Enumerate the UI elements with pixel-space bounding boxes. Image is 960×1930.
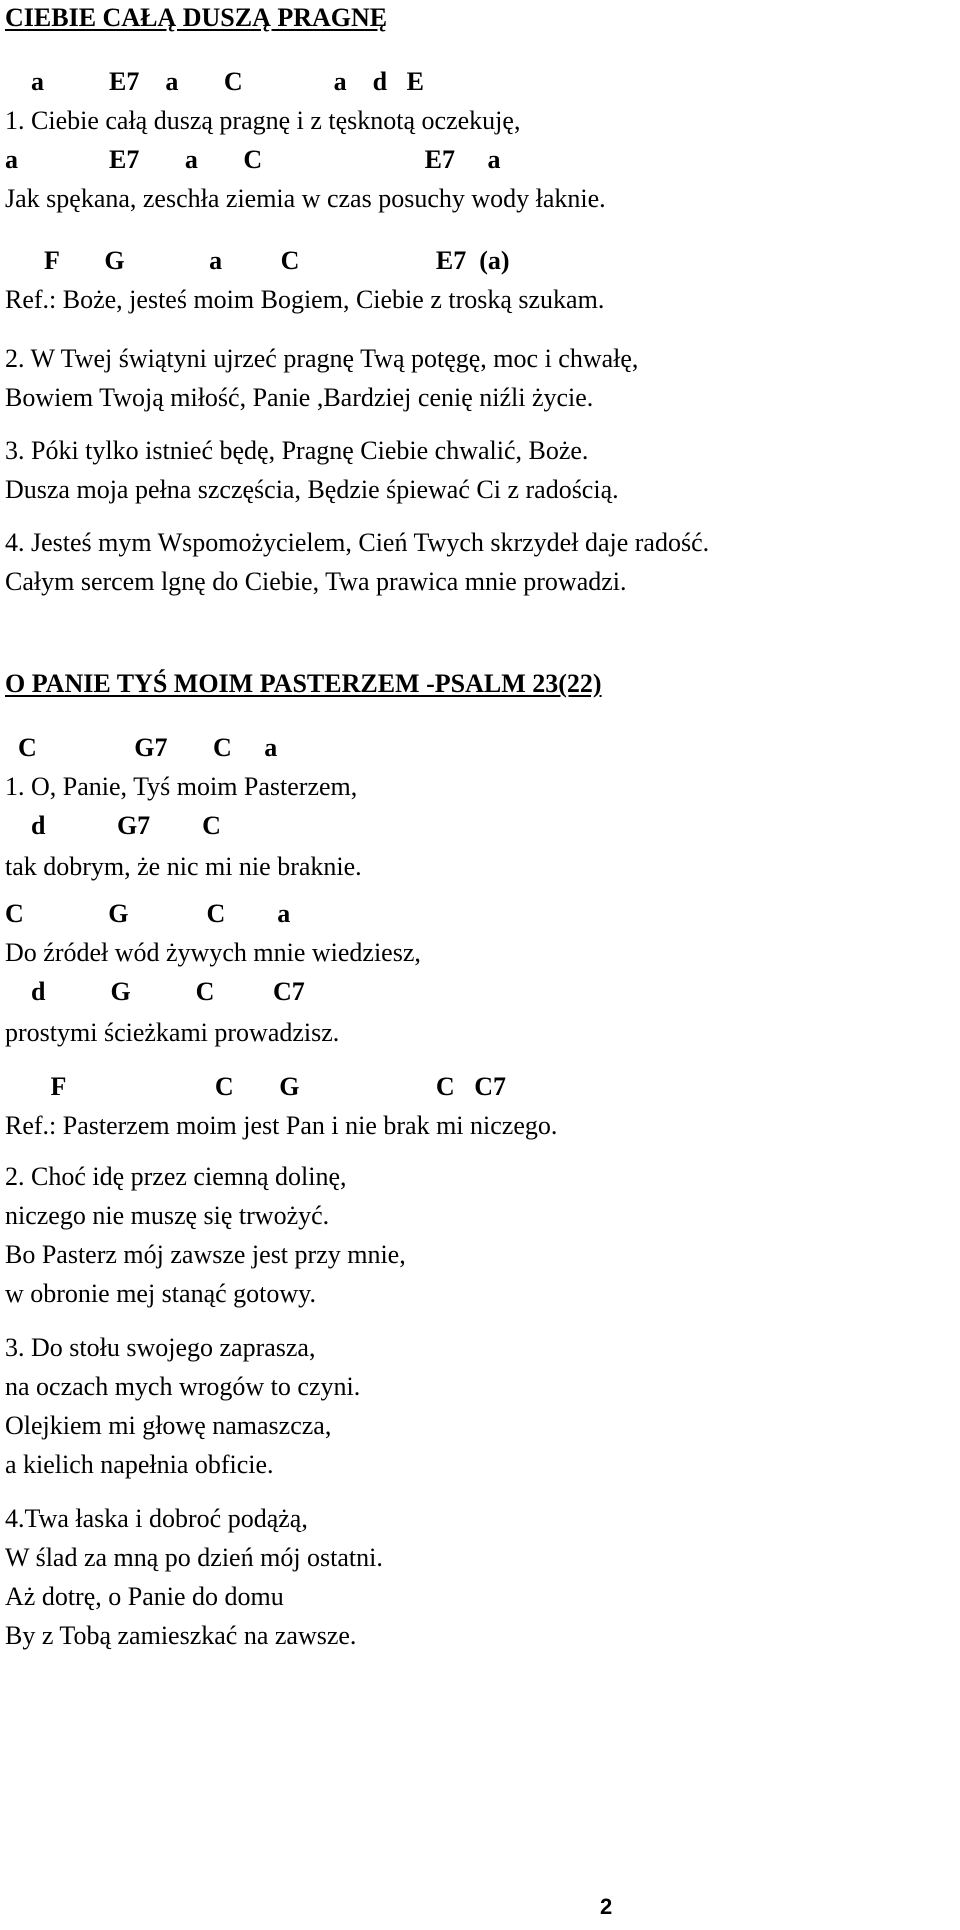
- lyric-line: prostymi ścieżkami prowadzisz.: [5, 1018, 340, 1047]
- lyric-line: na oczach mych wrogów to czyni.: [5, 1372, 361, 1401]
- lyric-line: W ślad za mną po dzień mój ostatni.: [5, 1543, 383, 1572]
- lyric-line: w obronie mej stanąć gotowy.: [5, 1279, 316, 1308]
- refrain-line: Ref.: Boże, jesteś moim Bogiem, Ciebie z troską szukam.: [5, 285, 605, 314]
- lyric-line: Olejkiem mi głowę namaszcza,: [5, 1411, 332, 1440]
- lyric-line: 4.Twa łaska i dobroć podążą,: [5, 1504, 308, 1533]
- lyric-line: tak dobrym, że nic mi nie braknie.: [5, 852, 362, 881]
- lyric-line: niczego nie muszę się trwożyć.: [5, 1201, 330, 1230]
- lyric-line: 1. O, Panie, Tyś moim Pasterzem,: [5, 772, 358, 801]
- page-number: 2: [600, 1894, 613, 1919]
- lyric-line: 2. W Twej świątyni ujrzeć pragnę Twą potęgę, moc i chwałę,: [5, 344, 639, 373]
- chord-line: F G a C E7 (a): [5, 246, 510, 275]
- refrain-line: Ref.: Pasterzem moim jest Pan i nie brak mi niczego.: [5, 1111, 558, 1140]
- lyric-line: Dusza moja pełna szczęścia, Będzie śpiewać Ci z radością.: [5, 475, 619, 504]
- song-title: O PANIE TYŚ MOIM PASTERZEM -PSALM 23(22): [5, 669, 602, 698]
- lyric-line: 2. Choć idę przez ciemną dolinę,: [5, 1162, 347, 1191]
- lyric-line: Całym sercem lgnę do Ciebie, Twa prawica mnie prowadzi.: [5, 567, 627, 596]
- lyric-line: 1. Ciebie całą duszą pragnę i z tęsknotą oczekuję,: [5, 106, 521, 135]
- lyric-line: Jak spękana, zeschła ziemia w czas posuchy wody łaknie.: [5, 184, 606, 213]
- chord-line: F C G C C7: [5, 1072, 506, 1101]
- lyric-line: Aż dotrę, o Panie do domu: [5, 1582, 284, 1611]
- chord-line: C G C a: [5, 899, 291, 928]
- lyric-line: Bowiem Twoją miłość, Panie ,Bardziej cenię niźli życie.: [5, 383, 594, 412]
- chord-line: a E7 a C a d E: [5, 67, 424, 96]
- chord-line: d G C C7: [5, 977, 305, 1006]
- lyric-line: a kielich napełnia obficie.: [5, 1450, 274, 1479]
- lyric-line: By z Tobą zamieszkać na zawsze.: [5, 1621, 357, 1650]
- lyric-line: 3. Póki tylko istnieć będę, Pragnę Ciebie chwalić, Boże.: [5, 436, 589, 465]
- lyric-line: 3. Do stołu swojego zaprasza,: [5, 1333, 316, 1362]
- chord-line: a E7 a C E7 a: [5, 145, 501, 174]
- lyric-line: Bo Pasterz mój zawsze jest przy mnie,: [5, 1240, 406, 1269]
- lyric-line: 4. Jesteś mym Wspomożycielem, Cień Twych skrzydeł daje radość.: [5, 528, 710, 557]
- chord-line: C G7 C a: [5, 733, 278, 762]
- song-title: CIEBIE CAŁĄ DUSZĄ PRAGNĘ: [5, 3, 388, 32]
- chord-line: d G7 C: [5, 811, 221, 840]
- lyric-line: Do źródeł wód żywych mnie wiedziesz,: [5, 938, 421, 967]
